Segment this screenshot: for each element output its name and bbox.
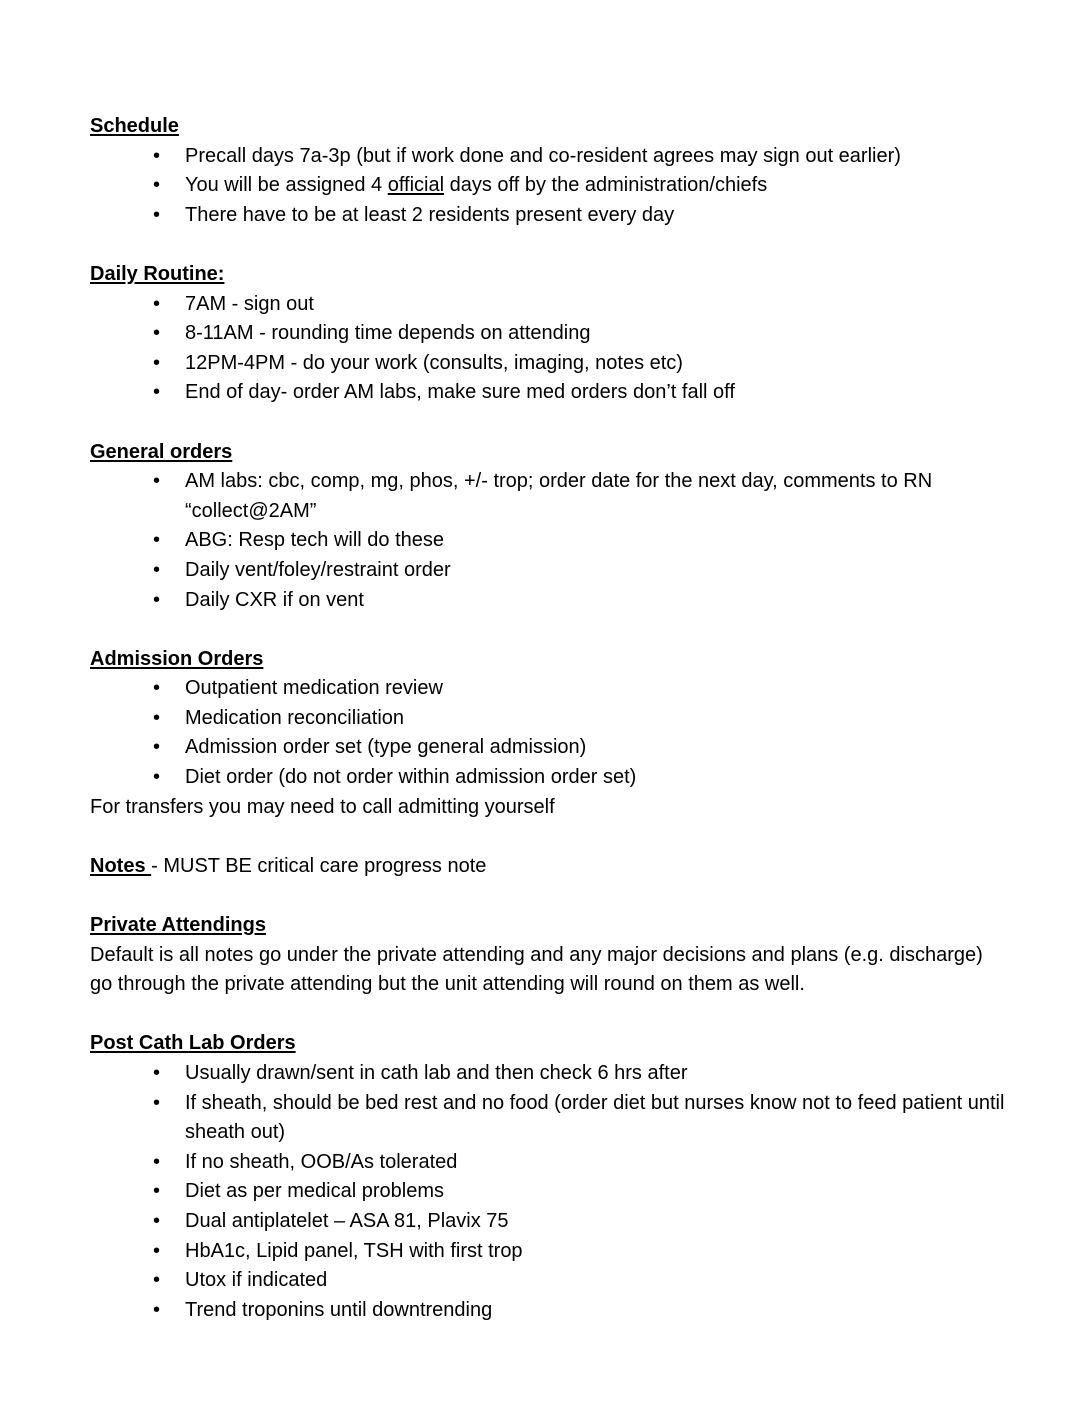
section-schedule <box>90 112 1010 230</box>
bullet-icon: • <box>153 1091 161 1114</box>
bullet-list-post-cath-lab-orders <box>90 1059 1010 1325</box>
list-item: • Diet order (do not order within admission order set) <box>90 763 1010 793</box>
section-heading-schedule: Schedule <box>90 115 179 137</box>
section-private-attendings <box>90 911 1010 1000</box>
bullet-icon: • <box>153 144 161 167</box>
bullet-icon: • <box>153 706 161 729</box>
list-item: • AM labs: cbc, comp, mg, phos, +/- trop; order date for the next day, comments to RN “collect@2AM” <box>90 467 1010 526</box>
list-item: • Outpatient medication review <box>90 674 1010 704</box>
bullet-list-schedule <box>90 142 1010 231</box>
bullet-icon: • <box>153 351 161 374</box>
underlined-word: official <box>387 174 445 197</box>
list-item: • Daily CXR if on vent <box>90 586 1010 616</box>
list-item: • Trend troponins until downtrending <box>90 1296 1010 1326</box>
bullet-icon: • <box>153 292 161 315</box>
bullet-icon: • <box>153 1180 161 1203</box>
bullet-icon: • <box>153 677 161 700</box>
bullet-icon: • <box>153 558 161 581</box>
bullet-icon: • <box>153 588 161 611</box>
bullet-icon: • <box>153 736 161 759</box>
list-item: • There have to be at least 2 residents present every day <box>90 201 1010 231</box>
bullet-icon: • <box>153 322 161 345</box>
list-item: • HbA1c, Lipid panel, TSH with first trop <box>90 1237 1010 1267</box>
list-item: • Precall days 7a-3p (but if work done and co-resident agrees may sign out earlier) <box>90 142 1010 172</box>
list-item: • Usually drawn/sent in cath lab and then check 6 hrs after <box>90 1059 1010 1089</box>
bullet-icon: • <box>153 766 161 789</box>
bullet-icon: • <box>153 203 161 226</box>
bullet-list-admission-orders <box>90 674 1010 792</box>
list-item: • Diet as per medical problems <box>90 1177 1010 1207</box>
bullet-icon: • <box>153 174 161 197</box>
list-item: • Dual antiplatelet – ASA 81, Plavix 75 <box>90 1207 1010 1237</box>
section-heading-daily-routine: Daily Routine: <box>90 262 225 285</box>
list-item: • If sheath, should be bed rest and no food (order diet but nurses know not to feed patient until sheath out) <box>90 1089 1010 1148</box>
bullet-list-general-orders <box>90 467 1010 615</box>
section-post-cath-lab-orders <box>90 1029 1010 1325</box>
list-item: • You will be assigned 4 official days off by the administration/chiefs <box>90 171 1010 201</box>
list-item: • ABG: Resp tech will do these <box>90 526 1010 556</box>
section-general-orders <box>90 438 1010 616</box>
bullet-icon: • <box>153 1209 161 1232</box>
list-item: • Medication reconciliation <box>90 704 1010 734</box>
section-heading-private-attendings: Private Attendings <box>90 914 266 937</box>
admission-transfer-note: For transfers you may need to call admitting yourself <box>90 795 555 818</box>
notes-line <box>90 852 1010 882</box>
document-page <box>90 112 1010 1355</box>
bullet-icon: • <box>153 1239 161 1262</box>
bullet-icon: • <box>153 470 161 493</box>
list-item: • Utox if indicated <box>90 1266 1010 1296</box>
bullet-icon: • <box>153 1062 161 1084</box>
section-daily-routine <box>90 260 1010 408</box>
list-item: • 12PM-4PM - do your work (consults, imaging, notes etc) <box>90 349 1010 379</box>
section-heading-general-orders: General orders <box>90 440 233 463</box>
section-heading-notes: Notes <box>90 854 152 877</box>
notes-text: - MUST BE critical care progress note <box>151 854 487 877</box>
section-admission-orders <box>90 645 1010 823</box>
bullet-icon: • <box>153 1269 161 1292</box>
section-notes <box>90 852 1010 882</box>
bullet-list-daily-routine <box>90 290 1010 408</box>
list-item: • Admission order set (type general admission) <box>90 733 1010 763</box>
list-item: • End of day- order AM labs, make sure med orders don’t fall off <box>90 378 1010 408</box>
bullet-icon: • <box>153 381 161 404</box>
private-attendings-text: Default is all notes go under the private attending and any major decisions and plans (e.g. discharge) go through the private attending but the unit attending will round on them as well. <box>90 943 983 996</box>
list-item: • 7AM - sign out <box>90 290 1010 320</box>
section-heading-admission-orders: Admission Orders <box>90 647 264 670</box>
list-item: • Daily vent/foley/restraint order <box>90 556 1010 586</box>
list-item: • If no sheath, OOB/As tolerated <box>90 1148 1010 1178</box>
bullet-icon: • <box>153 1150 161 1173</box>
bullet-icon: • <box>153 529 161 552</box>
section-heading-post-cath-lab-orders: Post Cath Lab Orders <box>90 1032 296 1055</box>
list-item: • 8-11AM - rounding time depends on attending <box>90 319 1010 349</box>
bullet-icon: • <box>153 1298 161 1321</box>
